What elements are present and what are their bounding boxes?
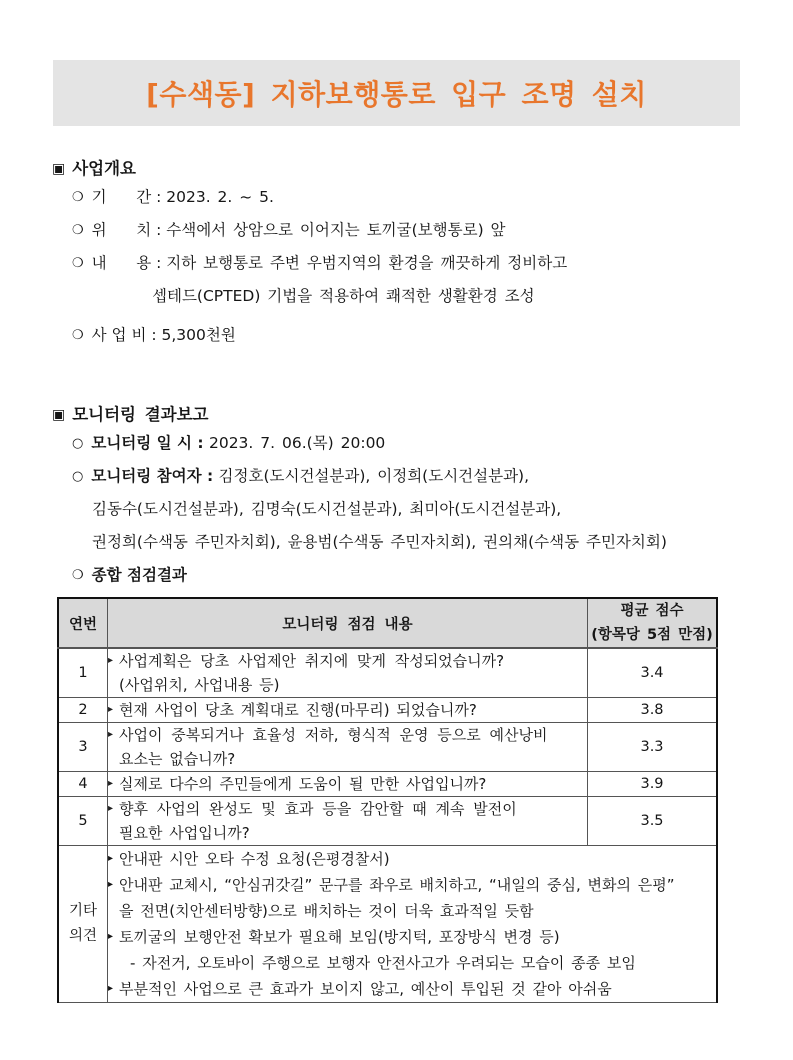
row-no: 3: [58, 723, 108, 772]
row-score: 3.4: [588, 648, 718, 698]
circle-bullet-icon: ❍: [72, 328, 84, 343]
overview-item-period: [0, 181, 793, 214]
column-header-score: [588, 598, 718, 648]
row-no: 1: [58, 648, 108, 698]
other-opinion-text: 부분적인 사업으로 큰 효과가 보이지 않고, 예산이 투입된 것 같아 아쉬움: [119, 980, 612, 998]
section-overview: [0, 157, 793, 352]
row-score: 3.9: [588, 772, 718, 797]
triangle-bullet-icon: ▸: [108, 879, 114, 890]
monitoring-participants-line-2: 김동수(도시건설분과), 김명숙(도시건설분과), 최미아(도시건설분과),: [92, 500, 562, 518]
question-block: [108, 649, 587, 697]
monitoring-results-table: [57, 597, 718, 1003]
circle-bullet-icon: ○: [72, 469, 84, 484]
other-opinion-item: [108, 872, 716, 924]
triangle-bullet-icon: ▸: [108, 853, 114, 864]
other-opinions-label-line2: 의견: [68, 928, 97, 944]
column-header-content: 모니터링 점검 내용: [108, 598, 588, 648]
row-no: 5: [58, 797, 108, 846]
monitoring-participants-line-3: 권정희(수색동 주민자치회), 윤용범(수색동 주민자치회), 권의채(수색동 주민자치회): [92, 533, 667, 551]
overview-item-budget-label: 사 업 비 :: [91, 326, 162, 344]
monitoring-participants-line-1: 김정호(도시건설분과), 이정희(도시건설분과),: [218, 467, 530, 485]
other-opinion-item: [108, 976, 716, 1002]
overview-item-contents: [0, 247, 793, 280]
section-monitoring: [0, 403, 793, 592]
question-text-sub: 요소는 없습니까?: [119, 750, 236, 768]
question-block: [108, 723, 587, 771]
table-row: [58, 698, 717, 723]
other-opinion-text-main: 안내판 교체시, “안심귀갓길” 문구를 좌우로 배치하고, “내일의 중심, 변화의 은평”: [119, 876, 675, 894]
monitoring-datetime: [0, 427, 793, 460]
row-no: 2: [58, 698, 108, 723]
section-monitoring-heading: [0, 403, 793, 427]
table-header-row: [58, 598, 717, 648]
row-question-cell: [108, 648, 588, 698]
section-marker-icon: ▣: [52, 407, 66, 423]
overview-item-location-label: 위 치 :: [91, 221, 167, 239]
other-opinion-text-wrap: 을 전면(치안센터방향)으로 배치하는 것이 더욱 효과적일 듯함: [119, 902, 534, 920]
circle-bullet-icon: ❍: [72, 190, 84, 205]
row-no: 4: [58, 772, 108, 797]
table-row: [58, 648, 717, 698]
column-header-no: 연번: [58, 598, 108, 648]
monitoring-result-heading: [0, 559, 793, 592]
circle-bullet-icon: ❍: [72, 568, 84, 583]
question-text: [119, 649, 587, 697]
column-header-score-line1: 평균 점수: [620, 603, 684, 619]
other-opinion-text: [119, 872, 716, 924]
monitoring-datetime-label: 모니터링 일 시 :: [91, 434, 209, 452]
question-text-sub: 필요한 사업입니까?: [119, 824, 250, 842]
other-opinion-subitem-text: 자전거, 오토바이 주행으로 보행자 안전사고가 우려되는 모습이 종종 보임: [142, 954, 636, 972]
table-row-other-opinions: [58, 846, 717, 1003]
monitoring-datetime-value: 2023. 7. 06.(목) 20:00: [208, 434, 386, 452]
other-opinion-subitem: [108, 950, 716, 976]
monitoring-results-table-wrapper: [57, 597, 718, 1003]
triangle-bullet-icon: ▸: [108, 803, 114, 814]
question-block: [108, 698, 587, 722]
section-overview-heading-label: 사업개요: [72, 159, 136, 178]
triangle-bullet-icon: ▸: [108, 931, 114, 942]
overview-item-location: [0, 214, 793, 247]
triangle-bullet-icon: ▸: [108, 983, 114, 994]
overview-item-contents-value: 지하 보행통로 주변 우범지역의 환경을 깨끗하게 정비하고: [166, 254, 568, 272]
other-opinions-cell: [108, 846, 718, 1003]
question-block: [108, 772, 587, 796]
circle-bullet-icon: ❍: [72, 223, 84, 238]
question-text: [119, 797, 587, 845]
monitoring-participants-label: 모니터링 참여자 :: [91, 467, 219, 485]
question-text-sub: (사업위치, 사업내용 등): [119, 676, 280, 694]
overview-item-budget-value: 5,300천원: [161, 326, 236, 344]
section-marker-icon: ▣: [52, 161, 66, 177]
question-block: [108, 797, 587, 845]
section-monitoring-heading-label: 모니터링 결과보고: [72, 405, 209, 424]
question-text-main: 향후 사업의 완성도 및 효과 등을 감안할 때 계속 발전이: [119, 800, 517, 818]
table-row: [58, 723, 717, 772]
other-opinion-text: 토끼굴의 보행안전 확보가 필요해 보임(방지턱, 포장방식 변경 등): [119, 928, 560, 946]
row-question-cell: [108, 723, 588, 772]
question-text: [119, 723, 587, 771]
overview-item-contents-label: 내 용 :: [91, 254, 167, 272]
overview-item-location-value: 수색에서 상암으로 이어지는 토끼굴(보행통로) 앞: [166, 221, 506, 239]
overview-item-period-label: 기 간 :: [91, 188, 167, 206]
other-opinion-item: [108, 846, 716, 872]
question-text-main: 사업계획은 당초 사업제안 취지에 맞게 작성되었습니까?: [119, 652, 505, 670]
triangle-bullet-icon: ▸: [108, 729, 114, 740]
row-question-cell: [108, 772, 588, 797]
row-question-cell: [108, 698, 588, 723]
row-score: 3.5: [588, 797, 718, 846]
triangle-bullet-icon: ▸: [108, 778, 114, 789]
other-opinion-subitem-bullet: -: [130, 954, 136, 972]
circle-bullet-icon: ❍: [72, 256, 84, 271]
document-title-band: [53, 60, 740, 126]
overview-item-budget: [0, 319, 793, 352]
page-title: [수색동] 지하보행통로 입구 조명 설치: [146, 78, 647, 111]
section-overview-heading: [0, 157, 793, 181]
question-text-main: 사업이 중복되거나 효율성 저하, 형식적 운영 등으로 예산낭비: [119, 726, 548, 744]
table-row: [58, 772, 717, 797]
monitoring-result-heading-label: 종합 점검결과: [91, 566, 187, 584]
question-text: 실제로 다수의 주민들에게 도움이 될 만한 사업입니까?: [119, 775, 487, 793]
overview-item-contents-continuation: 셉테드(CPTED) 기법을 적용하여 쾌적한 생활환경 조성: [152, 287, 535, 305]
triangle-bullet-icon: ▸: [108, 655, 114, 666]
triangle-bullet-icon: ▸: [108, 704, 114, 715]
other-opinions-label: [58, 846, 108, 1003]
monitoring-participants: [0, 460, 793, 493]
table-row: [58, 797, 717, 846]
other-opinion-text: 안내판 시안 오타 수정 요청(은평경찰서): [119, 850, 390, 868]
circle-bullet-icon: ○: [72, 436, 84, 451]
row-score: 3.8: [588, 698, 718, 723]
row-score: 3.3: [588, 723, 718, 772]
other-opinion-item: [108, 924, 716, 950]
row-question-cell: [108, 797, 588, 846]
column-header-score-line2: (항목당 5점 만점): [591, 627, 713, 643]
other-opinions-label-line1: 기타: [68, 903, 97, 919]
overview-item-period-value: 2023. 2. ~ 5.: [166, 188, 274, 206]
question-text: 현재 사업이 당초 계획대로 진행(마무리) 되었습니까?: [119, 701, 477, 719]
